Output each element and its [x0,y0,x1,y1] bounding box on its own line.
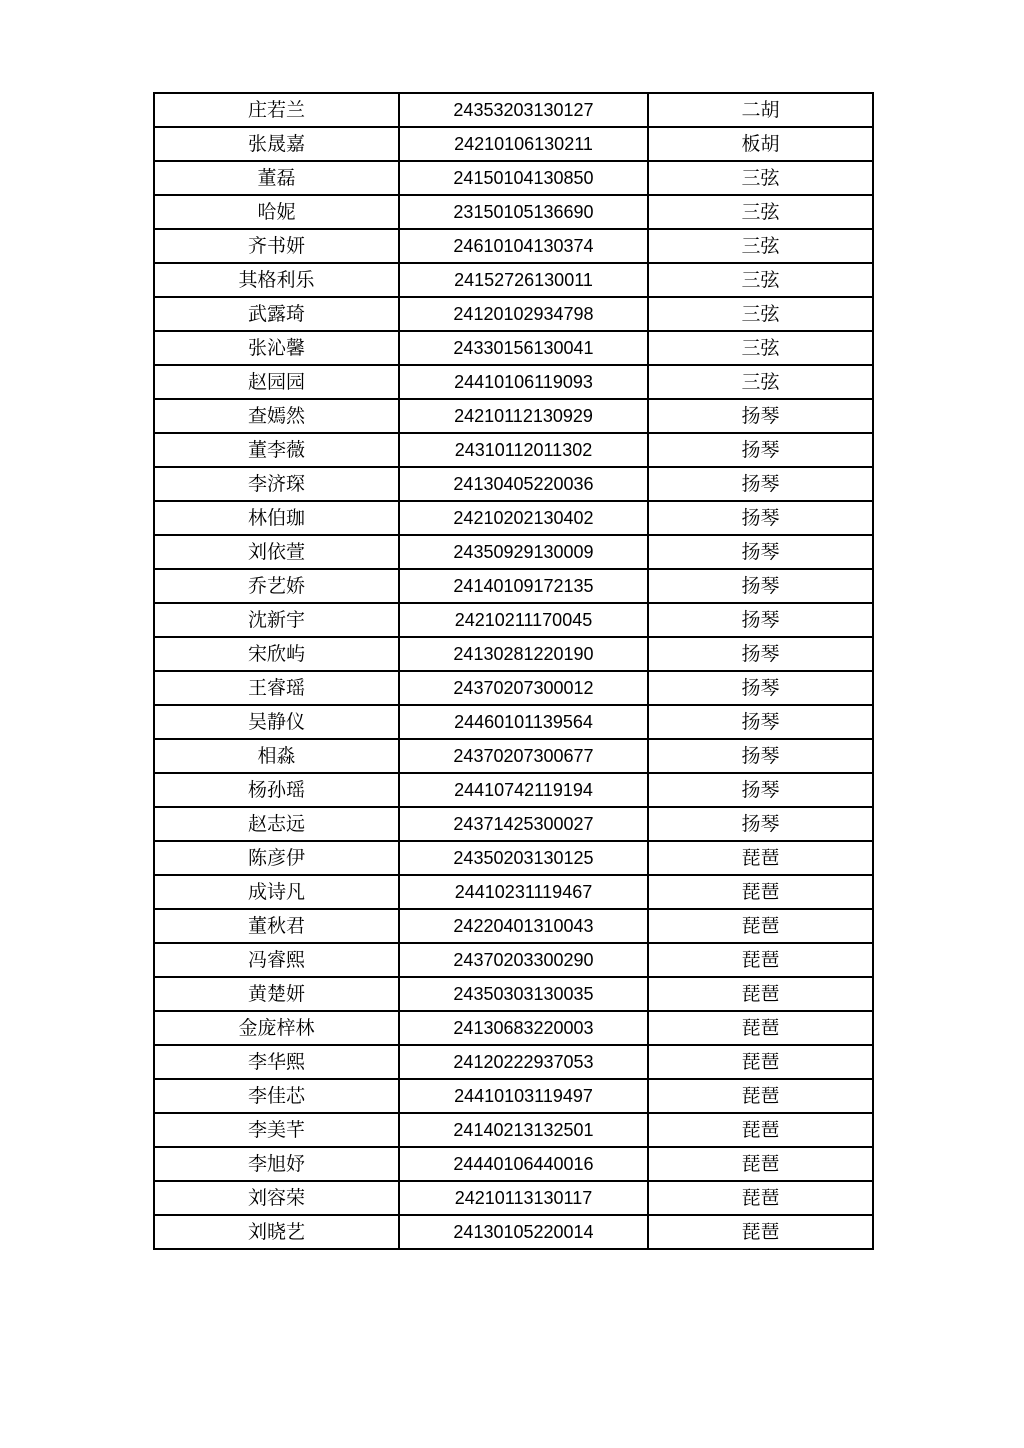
instrument-cell: 三弦 [648,161,873,195]
student-name-cell: 冯睿熙 [154,943,399,977]
candidate-id-cell: 24610104130374 [399,229,648,263]
candidate-id-cell: 24370203300290 [399,943,648,977]
student-name-cell: 成诗凡 [154,875,399,909]
instrument-cell: 琵琶 [648,875,873,909]
table-row [154,1215,873,1249]
candidate-id-cell: 24210202130402 [399,501,648,535]
table-row [154,705,873,739]
student-name-cell: 沈新宇 [154,603,399,637]
instrument-cell: 扬琴 [648,399,873,433]
instrument-cell: 琵琶 [648,1147,873,1181]
instrument-cell: 扬琴 [648,433,873,467]
instrument-cell: 扬琴 [648,807,873,841]
table-row [154,93,873,127]
student-name-cell: 董李薇 [154,433,399,467]
roster-table-body [154,93,873,1249]
student-name-cell: 赵园园 [154,365,399,399]
instrument-cell: 琵琶 [648,841,873,875]
instrument-cell: 扬琴 [648,569,873,603]
table-row [154,1079,873,1113]
table-row [154,569,873,603]
candidate-id-cell: 24210211170045 [399,603,648,637]
candidate-id-cell: 24410103119497 [399,1079,648,1113]
student-name-cell: 张沁馨 [154,331,399,365]
table-row [154,637,873,671]
instrument-cell: 扬琴 [648,467,873,501]
table-row [154,977,873,1011]
instrument-cell: 扬琴 [648,603,873,637]
student-name-cell: 黄楚妍 [154,977,399,1011]
table-row [154,909,873,943]
student-name-cell: 李美芊 [154,1113,399,1147]
student-name-cell: 刘依萱 [154,535,399,569]
candidate-id-cell: 24152726130011 [399,263,648,297]
instrument-cell: 扬琴 [648,535,873,569]
candidate-id-cell: 24350929130009 [399,535,648,569]
table-row [154,807,873,841]
student-name-cell: 陈彦伊 [154,841,399,875]
candidate-id-cell: 24130281220190 [399,637,648,671]
instrument-cell: 三弦 [648,297,873,331]
instrument-cell: 三弦 [648,365,873,399]
instrument-cell: 扬琴 [648,739,873,773]
instrument-cell: 三弦 [648,331,873,365]
table-row [154,1113,873,1147]
table-row [154,501,873,535]
instrument-cell: 琵琶 [648,977,873,1011]
candidate-id-cell: 24353203130127 [399,93,648,127]
candidate-id-cell: 24140213132501 [399,1113,648,1147]
student-name-cell: 查嫣然 [154,399,399,433]
table-row [154,739,873,773]
candidate-id-cell: 24350203130125 [399,841,648,875]
candidate-id-cell: 24130405220036 [399,467,648,501]
candidate-id-cell: 24120102934798 [399,297,648,331]
student-name-cell: 董秋君 [154,909,399,943]
instrument-cell: 扬琴 [648,501,873,535]
table-row [154,297,873,331]
student-name-cell: 李华熙 [154,1045,399,1079]
candidate-id-cell: 24370207300012 [399,671,648,705]
table-row [154,195,873,229]
table-row [154,229,873,263]
candidate-id-cell: 24150104130850 [399,161,648,195]
candidate-id-cell: 24210106130211 [399,127,648,161]
candidate-id-cell: 24440106440016 [399,1147,648,1181]
table-row [154,671,873,705]
student-name-cell: 杨孙瑶 [154,773,399,807]
instrument-cell: 扬琴 [648,637,873,671]
table-row [154,875,873,909]
candidate-id-cell: 24350303130035 [399,977,648,1011]
candidate-id-cell: 23150105136690 [399,195,648,229]
candidate-id-cell: 24370207300677 [399,739,648,773]
table-row [154,1045,873,1079]
table-row [154,365,873,399]
instrument-cell: 三弦 [648,229,873,263]
instrument-cell: 扬琴 [648,773,873,807]
student-name-cell: 王睿瑶 [154,671,399,705]
instrument-cell: 扬琴 [648,671,873,705]
candidate-id-cell: 24130683220003 [399,1011,648,1045]
table-row [154,1147,873,1181]
student-name-cell: 林伯珈 [154,501,399,535]
candidate-id-cell: 24210112130929 [399,399,648,433]
student-name-cell: 张晟嘉 [154,127,399,161]
table-row [154,535,873,569]
instrument-cell: 琵琶 [648,1215,873,1249]
student-name-cell: 金庞梓林 [154,1011,399,1045]
candidate-id-cell: 24410231119467 [399,875,648,909]
candidate-id-cell: 24460101139564 [399,705,648,739]
instrument-cell: 三弦 [648,263,873,297]
roster-table [153,92,874,1250]
instrument-cell: 琵琶 [648,1079,873,1113]
student-name-cell: 武露琦 [154,297,399,331]
student-name-cell: 其格利乐 [154,263,399,297]
student-name-cell: 董磊 [154,161,399,195]
candidate-id-cell: 24220401310043 [399,909,648,943]
table-row [154,127,873,161]
table-row [154,467,873,501]
table-row [154,161,873,195]
table-row [154,331,873,365]
student-name-cell: 赵志远 [154,807,399,841]
candidate-id-cell: 24410106119093 [399,365,648,399]
candidate-id-cell: 24310112011302 [399,433,648,467]
table-row [154,943,873,977]
student-name-cell: 相淼 [154,739,399,773]
candidate-id-cell: 24371425300027 [399,807,648,841]
instrument-cell: 琵琶 [648,1011,873,1045]
student-name-cell: 李济琛 [154,467,399,501]
table-row [154,1181,873,1215]
student-name-cell: 李旭妤 [154,1147,399,1181]
table-row [154,1011,873,1045]
student-name-cell: 李佳芯 [154,1079,399,1113]
table-row [154,841,873,875]
student-name-cell: 刘晓艺 [154,1215,399,1249]
student-name-cell: 乔艺娇 [154,569,399,603]
student-name-cell: 刘容荣 [154,1181,399,1215]
candidate-id-cell: 24140109172135 [399,569,648,603]
table-row [154,433,873,467]
instrument-cell: 扬琴 [648,705,873,739]
table-row [154,603,873,637]
candidate-id-cell: 24130105220014 [399,1215,648,1249]
table-row [154,399,873,433]
student-name-cell: 宋欣屿 [154,637,399,671]
candidate-id-cell: 24210113130117 [399,1181,648,1215]
table-row [154,263,873,297]
instrument-cell: 琵琶 [648,909,873,943]
candidate-id-cell: 24410742119194 [399,773,648,807]
instrument-cell: 琵琶 [648,1045,873,1079]
instrument-cell: 琵琶 [648,1181,873,1215]
instrument-cell: 琵琶 [648,1113,873,1147]
student-name-cell: 庄若兰 [154,93,399,127]
candidate-id-cell: 24330156130041 [399,331,648,365]
instrument-cell: 二胡 [648,93,873,127]
instrument-cell: 板胡 [648,127,873,161]
instrument-cell: 三弦 [648,195,873,229]
candidate-id-cell: 24120222937053 [399,1045,648,1079]
student-name-cell: 哈妮 [154,195,399,229]
table-row [154,773,873,807]
student-name-cell: 吴静仪 [154,705,399,739]
student-name-cell: 齐书妍 [154,229,399,263]
instrument-cell: 琵琶 [648,943,873,977]
